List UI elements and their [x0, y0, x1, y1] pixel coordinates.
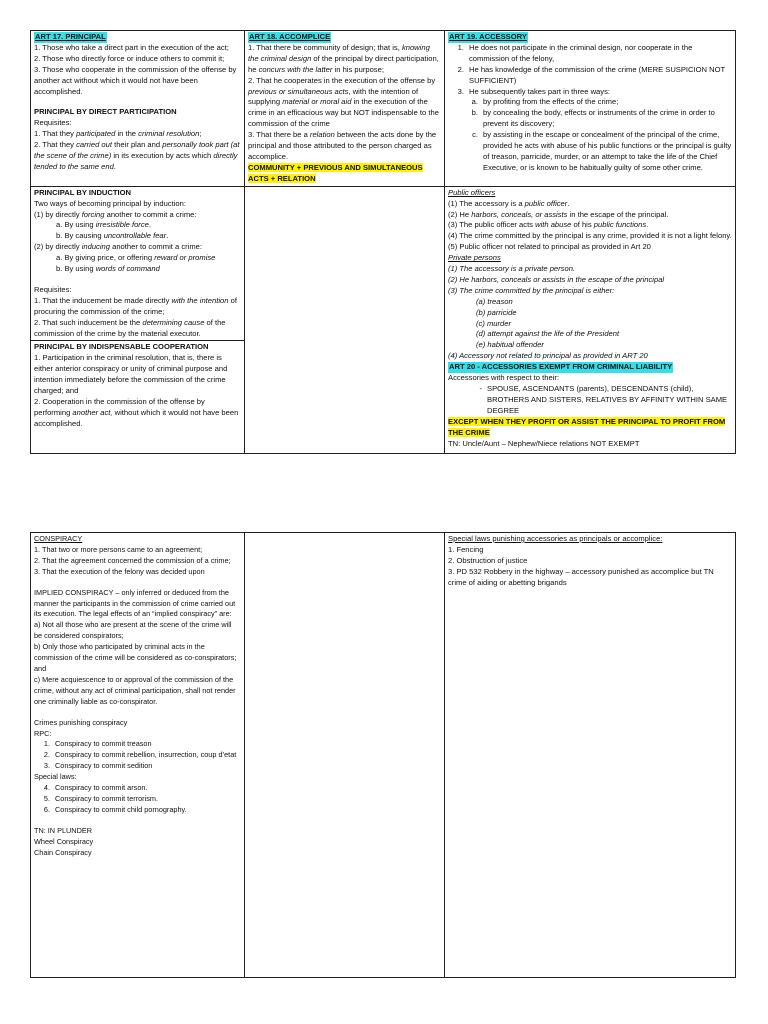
art18-req-3: 3. That there be a relation between the acts done by the principal and those attributed to the person charged as accomplice.	[248, 130, 437, 161]
art17-cell	[31, 31, 245, 187]
private-persons-title: Private persons	[448, 253, 501, 263]
special-laws-title: Special laws punishing accessories as principals or accomplice:	[448, 534, 663, 543]
special-item-5: 5. Conspiracy to commit terrorism.	[43, 793, 158, 803]
private-3d: (d) attempt against the life of the President	[476, 329, 620, 339]
induction-way-2a: a. By giving price, or offering reward or promise	[56, 253, 216, 263]
private-3e: (e) habitual offender	[476, 340, 544, 350]
art19-item-3b: b. by concealing the body, effects or instruments of the crime in order to prevent its discovery;	[471, 108, 715, 129]
conspiracy-title: CONSPIRACY	[34, 534, 83, 543]
art20-header: ART 20 - ACCESSORIES EXEMPT FROM CRIMINAL LIABILITY	[449, 362, 673, 372]
public-officers-title: Public officers	[448, 187, 496, 197]
special-law-1: 1. Fencing	[448, 544, 484, 554]
induction-way-1b: b. By causing uncontrollable fear.	[56, 231, 169, 241]
top-row-2	[31, 186, 736, 453]
public-1: (1) The accessory is a public officer.	[448, 198, 570, 208]
chain-conspiracy: Chain Conspiracy	[34, 847, 92, 857]
pdp-req-2: 2. That they carried out their plan and personally took part (at the scene of the crime) in its execution by acts which directly tended to the same end.	[34, 140, 240, 171]
public-officers-cell	[445, 186, 736, 453]
pdp-title: PRINCIPAL BY DIRECT PARTICIPATION	[34, 107, 177, 117]
art19-item-3a: a. by profiting from the effects of the crime;	[471, 97, 619, 107]
art18-cell	[245, 31, 445, 187]
rpc-label: RPC:	[34, 728, 52, 738]
art20-bullet: - SPOUSE, ASCENDANTS (parents), DESCENDANTS (child), BROTHERS AND SISTERS, RELATIVES BY AFFINITY WITHIN SAME DEGREE	[479, 384, 728, 415]
implied-a: a) Not all those who are present at the scene of the crime will be considered conspirators;	[34, 620, 232, 641]
art17-item-1: 1. Those who take a direct part in the execution of the act;	[34, 42, 229, 52]
public-2: (2) He harbors, conceals, or assists in the escape of the principal.	[448, 209, 669, 219]
induction-cell	[31, 186, 245, 453]
bottom-table	[30, 532, 736, 978]
induction-req-1: 1. That the inducement be made directly with the intention of procuring the commission of the crime;	[34, 295, 237, 316]
indispensable-section	[31, 340, 244, 452]
art19-item-3c: c. by assisting in the escape or concealment of the principal of the crime, provided he acts with abuse of his public functions or the principal is guilty of treason, parricide, murder, or an attempt to take the life of the Chief Executive, or is known to be habitually guilty of some other crime.	[472, 130, 732, 172]
art18-header: ART 18. ACCOMPLICE	[249, 32, 331, 41]
bottom-table-wrapper	[30, 532, 728, 978]
special-laws-cell	[445, 533, 736, 978]
conspiracy-3: 3. That the execution of the felony was decided upon	[34, 566, 205, 576]
art17-item-3: 3. Those who cooperate in the commission of the offense by another act without which it would not have been accomplished.	[34, 64, 237, 96]
indispensable-title: PRINCIPAL BY INDISPENSABLE COOPERATION	[34, 342, 209, 352]
conspiracy-2: 2. That the agreement concerned the commission of a crime;	[34, 555, 231, 565]
art17-header: ART 17. PRINCIPAL	[35, 32, 106, 41]
induction-way-1a: a. By using irresistible force.	[56, 220, 151, 230]
rpc-item-1: 1. Conspiracy to commit treason	[43, 739, 152, 749]
empty-cell-bottom	[245, 533, 445, 978]
art19-item-3: 3. He subsequently takes part in three ways:	[457, 86, 610, 96]
wheel-conspiracy: Wheel Conspiracy	[34, 836, 94, 846]
implied-b: b) Only those who participated by criminal acts in the commission of the crime will be considered as co-conspirators; and	[34, 642, 237, 673]
crimes-punishing-title: Crimes punishing conspiracy	[34, 717, 128, 727]
art20-except: EXCEPT WHEN THEY PROFIT OR ASSIST THE PRINCIPAL TO PROFIT FROM THE CRIME	[448, 416, 726, 437]
special-laws-label: Special laws:	[34, 772, 77, 782]
induction-requisites: Requisites:	[34, 284, 72, 294]
induction-way-1: (1) by directly forcing another to commit a crime:	[34, 209, 197, 219]
art19-header: ART 19. ACCESSORY	[449, 32, 527, 41]
art19-item-2: 2. He has knowledge of the commission of the crime (MERE SUSPICION NOT SUFFICIENT)	[457, 64, 726, 85]
art18-req-2: 2. That he cooperates in the execution of the offense by previous or simultaneous acts, with the intention of supplying material or moral aid in the execution of the crime in an efficacious way but NOT indispensable to the commission of the crime	[248, 75, 439, 129]
art20-intro: Accessories with respect to their:	[448, 373, 559, 383]
private-3c: (c) murder	[476, 318, 512, 328]
pdp-req-1: 1. That they participated in the criminal resolution;	[34, 129, 202, 139]
public-5: (5) Public officer not related to principal as provided in Art 20	[448, 242, 651, 252]
special-item-6: 6. Conspiracy to commit child pornography.	[43, 804, 187, 814]
private-3a: (a) treason	[476, 296, 513, 306]
conspiracy-cell	[31, 533, 245, 978]
indispensable-1: 1. Participation in the criminal resolution, that is, there is either anterior conspiracy or unity of criminal purpose and intention immediately before the commission of the crime charged; and	[34, 353, 228, 396]
art18-highlight: COMMUNITY + PREVIOUS AND SIMULTANEOUS ACTS + RELATION	[248, 162, 423, 183]
private-3: (3) The crime committed by the principal is either:	[448, 285, 615, 295]
implied-conspiracy: IMPLIED CONSPIRACY – only inferred or deduced from the manner the participants in the commission of crime carried out its execution. The legal effects of an “implied conspiracy” are:	[34, 587, 236, 619]
rpc-item-2: 2. Conspiracy to commit rebellion, insurrection, coup d’etat	[43, 750, 237, 760]
private-3b: (b) parricide	[476, 307, 517, 317]
empty-cell-top	[245, 186, 445, 453]
induction-intro: Two ways of becoming principal by induction:	[34, 198, 186, 208]
special-law-3: 3. PD 532 Robbery in the highway – accessory punished as accomplice but TN crime of aiding or abetting brigands	[448, 566, 714, 587]
pdp-requisites: Requisites:	[34, 118, 72, 128]
art18-req-1: 1. That there be community of design; that is, knowing the criminal design of the principal by direct participation, he concurs with the latter in his purpose;	[248, 42, 439, 74]
induction-way-2b: b. By using words of command	[56, 264, 160, 274]
bottom-row	[31, 533, 736, 978]
public-4: (4) The crime committed by the principal is any crime, provided it is not a light felony.	[448, 231, 732, 241]
public-3: (3) The public officer acts with abuse of his public functions.	[448, 220, 649, 230]
indispensable-2: 2. Cooperation in the commission of the offense by performing another act, without which it would not have been accomplished.	[34, 397, 239, 428]
top-row-1	[31, 31, 736, 187]
top-table	[30, 30, 736, 454]
art19-item-1: 1. He does not participate in the criminal design, nor cooperate in the commission of the felony,	[457, 42, 693, 63]
art17-item-2: 2. Those who directly force or induce others to commit it;	[34, 53, 225, 63]
rpc-item-3: 3. Conspiracy to commit sedition	[43, 761, 153, 771]
induction-way-2: (2) by directly inducing another to commit a crime:	[34, 242, 202, 252]
art20-tn: TN: Uncle/Aunt – Nephew/Niece relations NOT EXEMPT	[448, 438, 640, 448]
private-1: (1) The accessory is a private person.	[448, 264, 576, 274]
induction-req-2: 2. That such inducement be the determining cause of the commission of the crime by the material executor.	[34, 317, 226, 338]
plunder-note: TN: IN PLUNDER	[34, 825, 92, 835]
private-4: (4) Accessory not related to principal as provided in ART 20	[448, 351, 648, 361]
special-law-2: 2. Obstruction of justice	[448, 555, 528, 565]
art19-cell	[445, 31, 736, 187]
implied-c: c) Mere acquiescence to or approval of the commission of the crime, without any act of criminal participation, shall not render one criminally liable as co-conspirator.	[34, 674, 236, 706]
special-item-4: 4. Conspiracy to commit arson.	[43, 783, 148, 793]
private-2: (2) He harbors, conceals or assists in the escape of the principal	[448, 274, 665, 284]
induction-title: PRINCIPAL BY INDUCTION	[34, 187, 132, 197]
top-table-wrapper	[30, 30, 732, 454]
conspiracy-1: 1. That two or more persons came to an agreement;	[34, 544, 203, 554]
